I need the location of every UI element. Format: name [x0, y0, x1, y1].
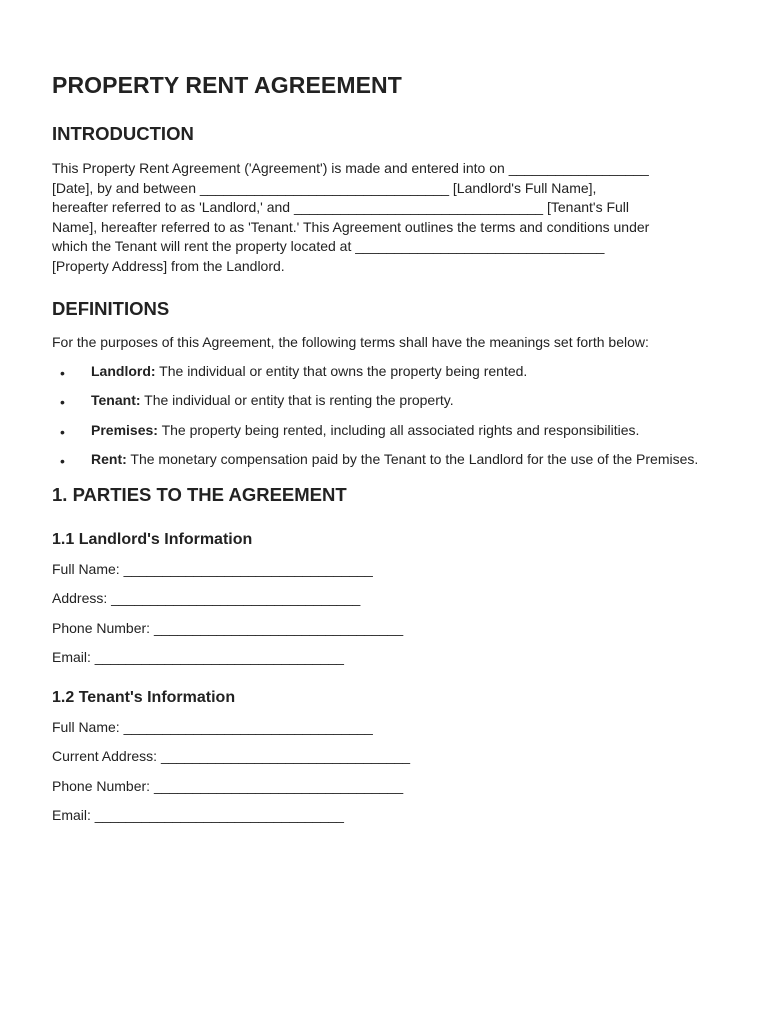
introduction-line: hereafter referred to as 'Landlord,' and ________________________________ [Tenant's Full — [52, 199, 630, 215]
introduction-line: [Date], by and between ________________________________ [Landlord's Full Name], — [52, 179, 597, 196]
definition-term: Tenant: — [91, 392, 141, 408]
tenant-full-name-field: Full Name: ________________________________ — [52, 718, 373, 735]
introduction-line: which the Tenant will rent the property located at ________________________________ — [52, 238, 605, 254]
definition-text: The individual or entity that owns the property being rented. — [155, 362, 528, 379]
definition-text: The monetary compensation paid by the Tenant to the Landlord for the use of the Premises. — [126, 451, 699, 467]
definition-term: Landlord: — [91, 362, 156, 379]
bullet-icon: • — [60, 453, 65, 469]
introduction-heading: INTRODUCTION — [52, 123, 194, 144]
definitions-lead: For the purposes of this Agreement, the following terms shall have the meanings set forth below: — [52, 334, 649, 350]
introduction-paragraph — [52, 159, 718, 276]
document-title: PROPERTY RENT AGREEMENT — [52, 72, 402, 98]
definitions-list — [52, 362, 718, 470]
definition-text: The property being rented, including all associated rights and responsibilities. — [157, 421, 640, 438]
definition-term: Premises: — [91, 421, 158, 438]
introduction-line: Name], hereafter referred to as 'Tenant.' This Agreement outlines the terms and conditions under — [52, 218, 650, 235]
definition-item — [52, 391, 718, 411]
landlord-phone-field: Phone Number: ________________________________ — [52, 619, 404, 636]
definition-term: Rent: — [91, 451, 127, 467]
introduction-line: [Property Address] from the Landlord. — [52, 257, 285, 274]
tenant-current-address-field: Current Address: ________________________________ — [52, 748, 411, 764]
parties-heading: 1. PARTIES TO THE AGREEMENT — [52, 483, 347, 505]
landlord-info-heading: 1.1 Landlord's Information — [52, 530, 253, 548]
introduction-line: This Property Rent Agreement ('Agreement') is made and entered into on __________________ — [52, 160, 649, 176]
definition-item — [52, 450, 718, 470]
bullet-icon: • — [60, 423, 65, 440]
definition-item — [52, 362, 718, 382]
definitions-heading: DEFINITIONS — [52, 298, 170, 319]
landlord-email-field: Email: ________________________________ — [52, 649, 344, 665]
landlord-address-field: Address: ________________________________ — [52, 590, 361, 606]
tenant-info-heading: 1.2 Tenant's Information — [52, 688, 236, 706]
definition-item — [52, 421, 718, 441]
landlord-full-name-field: Full Name: ________________________________ — [52, 560, 373, 577]
definition-text: The individual or entity that is renting the property. — [140, 392, 454, 408]
tenant-phone-field: Phone Number: ________________________________ — [52, 777, 404, 794]
bullet-icon: • — [60, 394, 65, 410]
bullet-icon: • — [60, 364, 65, 381]
tenant-email-field: Email: ________________________________ — [52, 807, 344, 823]
